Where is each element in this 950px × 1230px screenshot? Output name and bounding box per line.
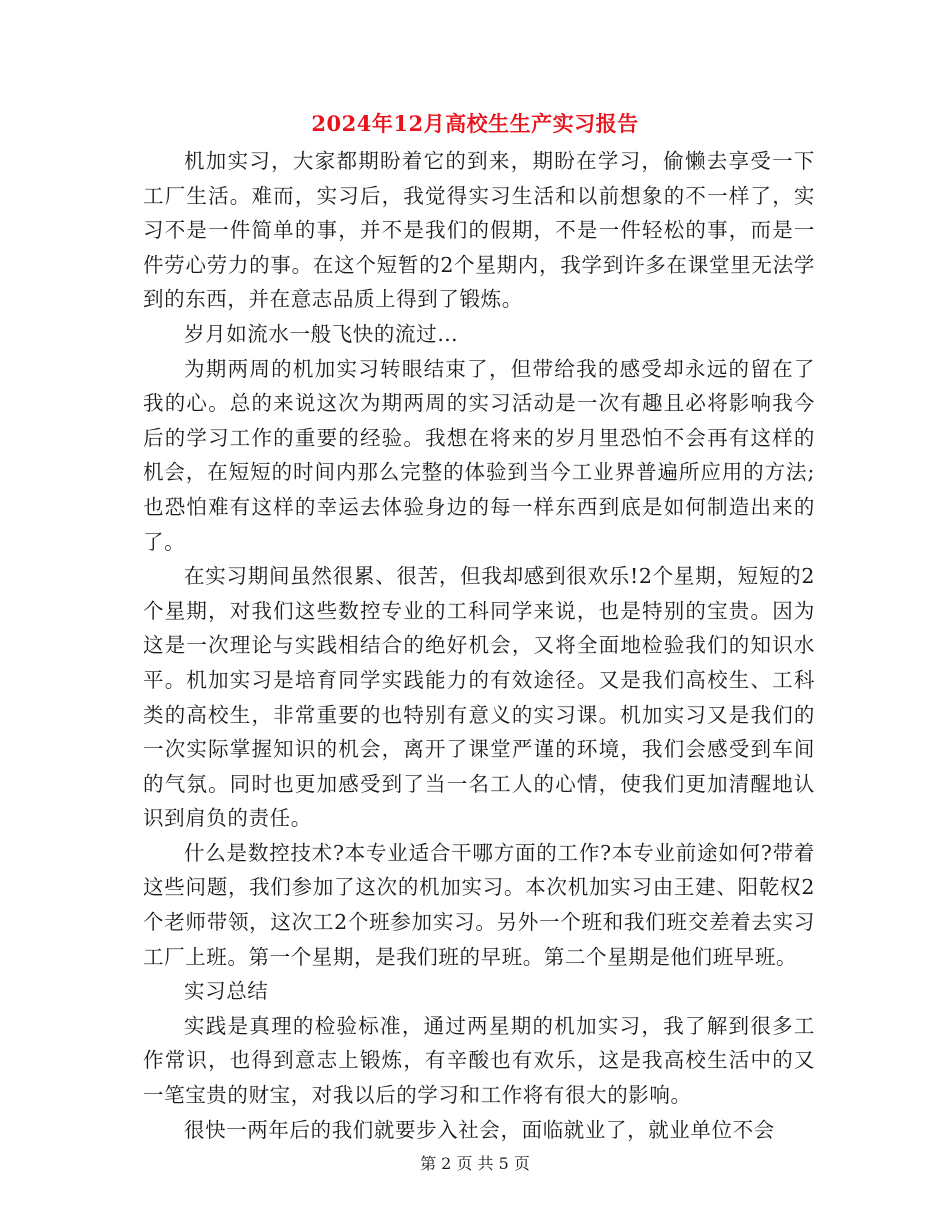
paragraph-intro: 机加实习，大家都期盼着它的到来，期盼在学习，偷懒去享受一下工厂生活。难而，实习后，我觉得实习生活和以前想象的不一样了，实习不是一件简单的事，并不是我们的假期，不是一件轻松的事，而是一件劳心劳力的事。在这个短暂的2个星期内，我学到许多在课堂里无法学到的东西，并在意志品质上得到了锻炼。 xyxy=(143,149,815,312)
page-footer xyxy=(0,1152,950,1176)
paragraph-two-weeks: 为期两周的机加实习转眼结束了，但带给我的感受却永远的留在了我的心。总的来说这次为期两周的实习活动是一次有趣且必将影响我今后的学习工作的重要的经验。我想在将来的岁月里恐怕不会再有这样的机会，在短短的时间内那么完整的体验到当今工业界普遍所应用的方法;也恐怕难有这样的幸运去体验身边的每一样东西到底是如何制造出来的了。 xyxy=(143,356,815,554)
paragraph-cnc-questions: 什么是数控技术?本专业适合干哪方面的工作?本专业前途如何?带着这些问题，我们参加了这次的机加实习。本次机加实习由王建、阳乾权2个老师带领，这次工2个班参加实习。另外一个班和我们班交差着去实习工厂上班。第一个星期，是我们班的早班。第二个星期是他们班早班。 xyxy=(143,840,815,969)
paragraph-employment: 很快一两年后的我们就要步入社会，面临就业了，就业单位不会 xyxy=(184,1117,775,1142)
document-body xyxy=(143,144,815,1147)
paragraph-time-flies: 岁月如流水一般飞快的流过… xyxy=(184,321,459,346)
paragraph-practice: 实践是真理的检验标准，通过两星期的机加实习，我了解到很多工作常识，也得到意志上锻炼，有辛酸也有欢乐，这是我高校生活中的又一笔宝贵的财宝，对我以后的学习和工作将有很大的影响。 xyxy=(143,1013,815,1108)
paragraph-during-internship: 在实习期间虽然很累、很苦，但我却感到很欢乐!2个星期，短短的2个星期，对我们这些数控专业的工科同学来说，也是特别的宝贵。因为这是一次理论与实践相结合的绝好机会，又将全面地检验我们的知识水平。机加实习是培育同学实践能力的有效途径。又是我们高校生、工科类的高校生，非常重要的也特别有意义的实习课。机加实习又是我们的一次实际掌握知识的机会，离开了课堂严谨的环境，我们会感受到车间的气氛。同时也更加感受到了当一名工人的心情，使我们更加清醒地认识到肩负的责任。 xyxy=(143,564,815,831)
section-heading-summary: 实习总结 xyxy=(184,979,269,1004)
document-title: 2024年12月高校生生产实习报告 xyxy=(311,111,639,136)
page-number-label: 第 2 页 共 5 页 xyxy=(420,1154,530,1173)
